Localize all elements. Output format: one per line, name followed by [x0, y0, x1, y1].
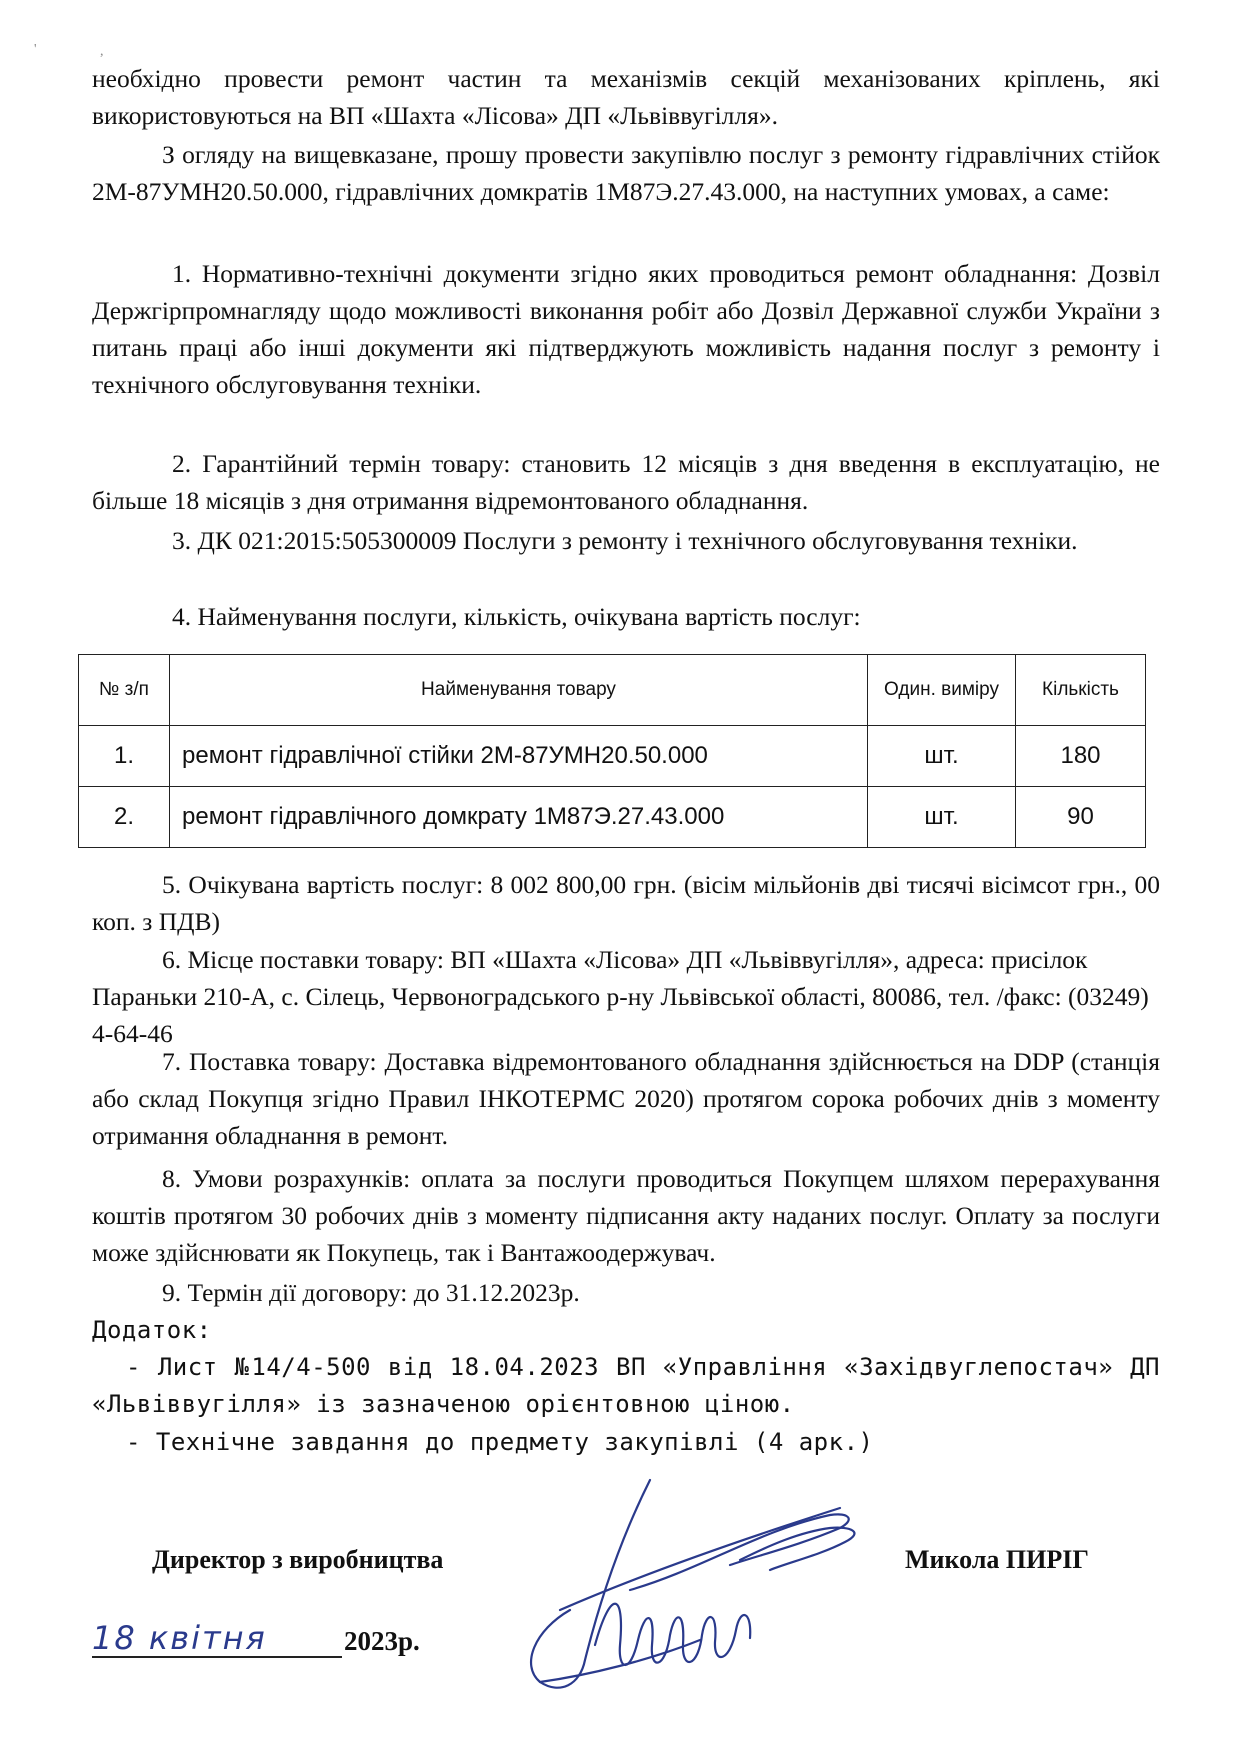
paragraph-item-7: 7. Поставка товару: Доставка відремонтованого обладнання здійснюється на DDP (станція або склад Покупця згідно Правил ІНКОТЕРМС 2020) протягом сорока робочих днів з моменту отримання обладнання в ремонт. [92, 1047, 1160, 1150]
cell-quantity: 90 [1016, 787, 1146, 848]
signatory-name: Микола ПИРІГ [905, 1545, 1089, 1574]
cell-unit: шт. [868, 726, 1016, 787]
cell-number: 1. [79, 726, 170, 787]
paragraph-item-1: 1. Нормативно-технічні документи згідно яких проводиться ремонт обладнання: Дозвіл Держгірпромнагляду щодо можливості виконання робіт або Дозвіл Державної служби України з питань праці або інші документи які підтверджують можливість надання послуг з ремонту і технічного обслуговування техніки. [92, 259, 1160, 399]
appendix-item-letter: - Лист №14/4-500 від 18.04.2023 ВП «Управління «Західвуглепостач» ДП «Львіввугілля» із зазначеною орієнтовною ціною. [92, 1353, 1160, 1418]
appendix-item-spec: - Технічне завдання до предмету закупівлі (4 арк.) [126, 1428, 874, 1456]
table-row [79, 787, 1146, 848]
date-year: 2023р. [344, 1626, 420, 1656]
paragraph-item-2: 2. Гарантійний термін товару: становить 12 місяців з дня введення в експлуатацію, не більше 18 місяців з дня отримання відремонтованого обладнання. [92, 449, 1160, 515]
cell-number: 2. [79, 787, 170, 848]
services-table [78, 654, 1146, 848]
table-row [79, 726, 1146, 787]
paragraph-item-5: 5. Очікувана вартість послуг: 8 002 800,00 грн. (вісім мільйонів дві тисячі вісімсот грн., 00 коп. з ПДВ) [92, 870, 1160, 936]
paragraph-item-6: 6. Місце поставки товару: ВП «Шахта «Лісова» ДП «Львіввугілля», адреса: присілок Параньки 210-А, с. Сілець, Червоноградського р-ну Львівської області, 80086, тел. /факс: (03249) 4-64-46 [92, 945, 1149, 1048]
header-number: № з/п [79, 655, 170, 726]
table-header-row [79, 655, 1146, 726]
paragraph-request: З огляду на вищевказане, прошу провести закупівлю послуг з ремонту гідравлічних стійок 2М-87УМН20.50.000, гідравлічних домкратів 1М87Э.27.43.000, на наступних умовах, а саме: [92, 140, 1160, 206]
paragraph-item-9: 9. Термін дії договору: до 31.12.2023р. [162, 1278, 580, 1307]
cell-unit: шт. [868, 787, 1016, 848]
paragraph-item-4: 4. Найменування послуги, кількість, очікувана вартість послуг: [172, 602, 861, 631]
cell-name: ремонт гідравлічного домкрату 1М87Э.27.43.000 [170, 787, 868, 848]
signatory-position: Директор з виробництва [152, 1545, 444, 1574]
paragraph-item-3: 3. ДК 021:2015:505300009 Послуги з ремонту і технічного обслуговування техніки. [172, 526, 1078, 555]
header-unit: Один. виміру [868, 655, 1016, 726]
appendix-title: Додаток: [92, 1316, 212, 1344]
handwritten-signature [500, 1470, 880, 1700]
scan-mark: ' [34, 42, 37, 57]
scan-mark: , [100, 44, 104, 59]
header-name: Найменування товару [170, 655, 868, 726]
handwritten-date: 18 квітня [92, 1620, 342, 1658]
cell-quantity: 180 [1016, 726, 1146, 787]
header-quantity: Кількість [1016, 655, 1146, 726]
paragraph-intro: необхідно провести ремонт частин та механізмів секцій механізованих кріплень, які використовуються на ВП «Шахта «Лісова» ДП «Львіввугілля». [92, 64, 1160, 130]
paragraph-item-8: 8. Умови розрахунків: оплата за послуги проводиться Покупцем шляхом перерахування коштів протягом 30 робочих днів з моменту підписання акту наданих послуг. Оплату за послуги може здійснювати як Покупець, так і Вантажоодержувач. [92, 1164, 1160, 1267]
cell-name: ремонт гідравлічної стійки 2М-87УМН20.50.000 [170, 726, 868, 787]
